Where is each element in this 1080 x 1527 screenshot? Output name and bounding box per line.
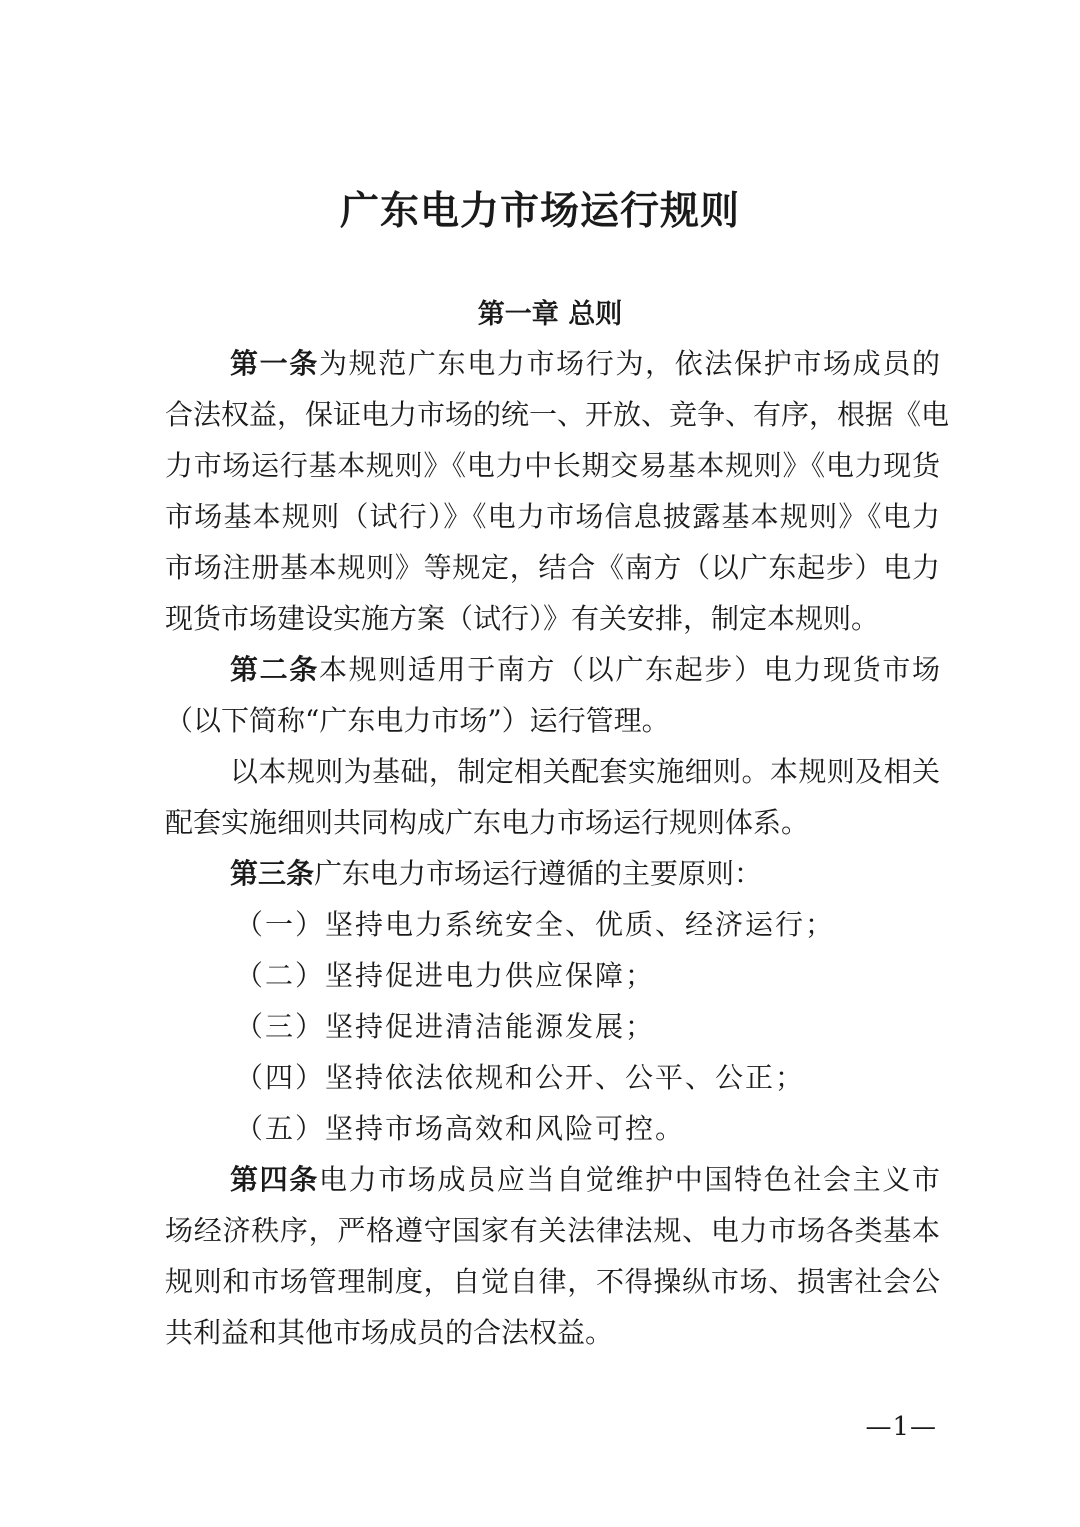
article-4-line-1: 第四条电力市场成员应当自觉维护中国特色社会主义市 [230,1163,940,1196]
article-1-label: 第一条 [230,347,319,380]
article-1-line-1: 第一条为规范广东电力市场行为，依法保护市场成员的 [230,347,940,380]
page-number: —1— [865,1412,937,1442]
document-title: 广东电力市场运行规则 [339,189,740,234]
article-2-label: 第二条 [230,653,319,686]
article-3-label: 第三条 [230,857,315,890]
article-1-line-2: 合法权益，保证电力市场的统一、开放、竞争、有序，根据《电 [165,398,950,431]
chapter-heading: 第一章 总则 [477,299,623,330]
article-1-line-3: 力市场运行基本规则》《电力中长期交易基本规则》《电力现货 [165,449,940,482]
article-1-line-5: 市场注册基本规则》等规定，结合《南方（以广东起步）电力 [165,551,940,584]
article-2-para-2-line-2: 配套实施细则共同构成广东电力市场运行规则体系。 [165,806,810,839]
article-2-line-2: （以下简称“广东电力市场”）运行管理。 [165,704,670,737]
principle-item-4: （四）坚持依法依规和公开、公平、公正； [235,1061,806,1094]
article-4-line-4: 共利益和其他市场成员的合法权益。 [165,1316,614,1349]
article-1-line-4: 市场基本规则（试行）》《电力市场信息披露基本规则》《电力 [165,500,940,533]
principle-item-1: （一）坚持电力系统安全、优质、经济运行； [235,908,836,941]
principle-item-3: （三）坚持促进清洁能源发展； [235,1010,656,1043]
principle-item-5: （五）坚持市场高效和风险可控。 [235,1112,686,1145]
article-3-line-1: 第三条广东电力市场运行遵循的主要原则： [230,857,763,890]
article-1-line-6: 现货市场建设实施方案（试行）》有关安排，制定本规则。 [165,602,880,635]
article-2-para-2-line-1: 以本规则为基础，制定相关配套实施细则。本规则及相关 [230,755,940,788]
article-4-line-2: 场经济秩序，严格遵守国家有关法律法规、电力市场各类基本 [165,1214,940,1247]
article-2-line-1: 第二条本规则适用于南方（以广东起步）电力现货市场 [230,653,940,686]
article-4-label: 第四条 [230,1163,319,1196]
principle-item-2: （二）坚持促进电力供应保障； [235,959,656,992]
article-4-line-3: 规则和市场管理制度，自觉自律，不得操纵市场、损害社会公 [165,1265,940,1298]
